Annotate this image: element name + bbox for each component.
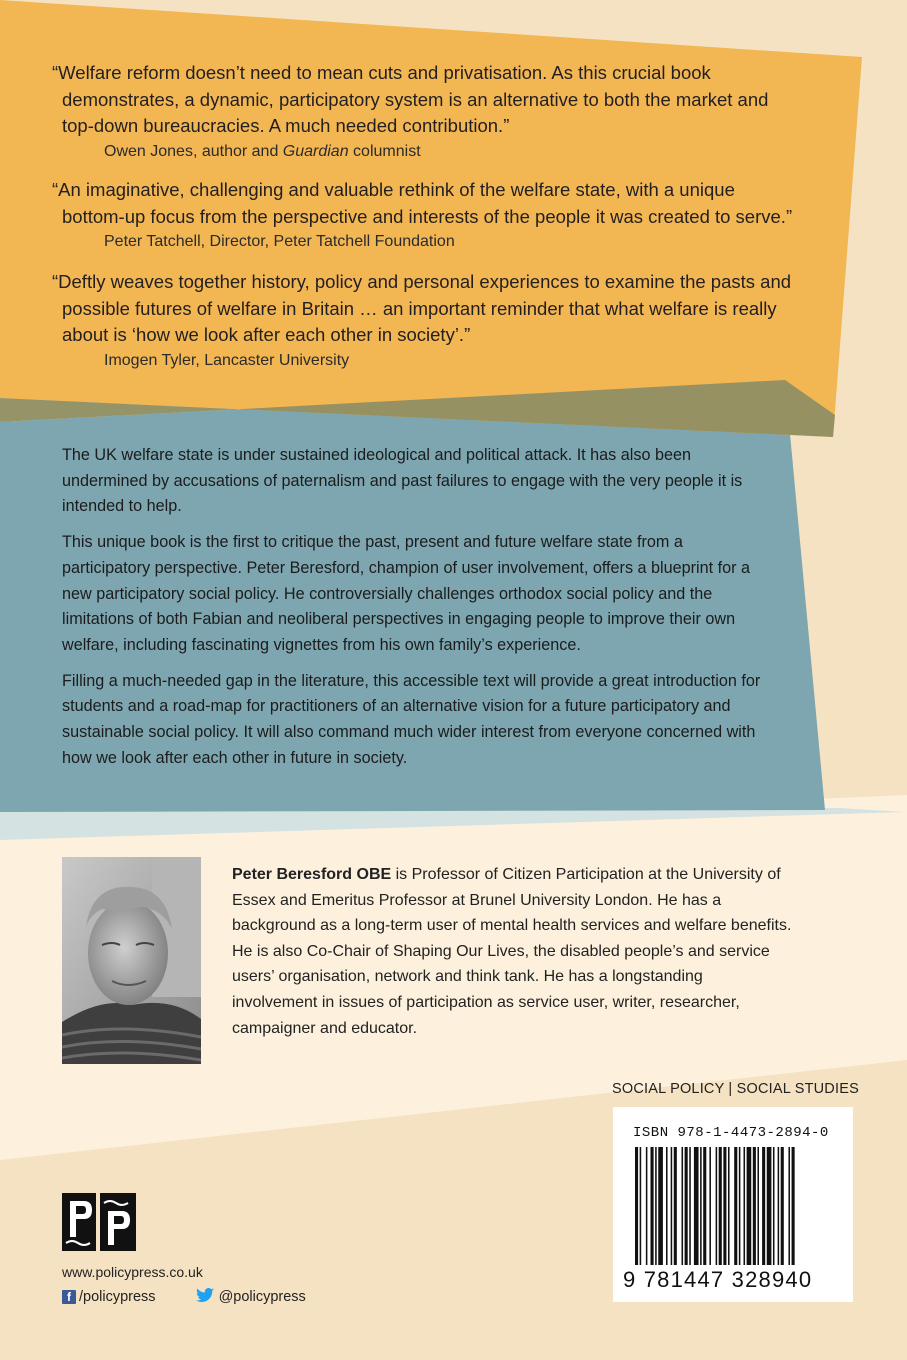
barcode-bar xyxy=(635,1147,638,1265)
quote-text: “An imaginative, challenging and valuable rethink of the welfare state, with a unique bottom-up focus from the perspective and interests of the people it was created to serve.” xyxy=(52,179,793,227)
barcode-bar xyxy=(716,1147,718,1265)
twitter-handle[interactable]: @policypress xyxy=(218,1289,306,1305)
barcode-bar xyxy=(689,1147,691,1265)
barcode-bar xyxy=(734,1147,737,1265)
quote-attribution: Imogen Tyler, Lancaster University xyxy=(104,351,350,369)
barcode-bar xyxy=(685,1147,688,1265)
quote-peter-tatchell xyxy=(52,177,802,253)
barcode-bar xyxy=(757,1147,759,1265)
attribution-name: Owen Jones, author and xyxy=(104,142,283,160)
isbn-digits: 9 781447 328940 xyxy=(623,1267,813,1292)
quote-attribution xyxy=(52,141,802,163)
twitter-icon xyxy=(196,1288,214,1306)
barcode-bar xyxy=(762,1147,765,1265)
quote-owen-jones xyxy=(52,60,802,163)
barcode-bar xyxy=(719,1147,722,1265)
barcode-bar xyxy=(666,1147,668,1265)
barcode-bar xyxy=(671,1147,673,1265)
barcode-bar xyxy=(694,1147,699,1265)
barcode-bar xyxy=(778,1147,780,1265)
barcode-bar xyxy=(646,1147,648,1265)
barcode-bar xyxy=(767,1147,772,1265)
quote-text: “Welfare reform doesn’t need to mean cuts and privatisation. As this crucial book demonstrates, a dynamic, participatory system is an alternative to both the market and top-down bureaucracies. A much needed contribution.” xyxy=(52,62,769,136)
barcode-bar xyxy=(658,1147,663,1265)
isbn-label: ISBN 978-1-4473-2894-0 xyxy=(633,1125,829,1141)
barcode-bar xyxy=(747,1147,752,1265)
blurb-paragraph: This unique book is the first to critique the past, present and future welfare state from a participatory perspective. Peter Beresford, champion of user involvement, offers a blueprint for a new participatory social policy. He controversially challenges orthodox social policy and the limitations of both Fabian and neoliberal perspectives in engaging people to improve their own welfare, including fascinating vignettes from his own family’s experience. xyxy=(62,533,751,654)
author-photo xyxy=(62,857,201,1064)
barcode-bar xyxy=(792,1147,795,1265)
attribution-publication: Guardian xyxy=(282,142,349,160)
policy-press-logo xyxy=(62,1193,136,1251)
barcode-bar xyxy=(788,1147,790,1265)
subject-categories: SOCIAL POLICY | SOCIAL STUDIES xyxy=(612,1081,859,1097)
quote-text: “Deftly weaves together history, policy and personal experiences to examine the pasts and possible futures of welfare in Britain … an important reminder that what welfare is really about is ‘how we look after each other in society’.” xyxy=(52,271,792,345)
blurb-paragraph: Filling a much-needed gap in the literature, this accessible text will provide a great introduction for students and a road-map for practitioners of an alternative vision for a future participatory and sustainable social policy. It will also command much wider interest from everyone concerned with how we look after each other in future in society. xyxy=(62,671,761,767)
barcode-bar xyxy=(739,1147,741,1265)
barcode-bars xyxy=(635,1147,845,1269)
author-bio-text: is Professor of Citizen Participation at the University of Essex and Emeritus Professor at Brunel University London. He has a background as a long-term user of mental health services and welfare benefits. He is also Co-Chair of Shaping Our Lives, the disabled people’s and service users’ organisation, network and think tank. He has a longstanding involvement in issues of participation as service user, writer, researcher, campaigner and educator. xyxy=(232,866,792,1037)
barcode-bar xyxy=(703,1147,706,1265)
barcode-bar xyxy=(640,1147,642,1265)
barcode-bar xyxy=(700,1147,702,1265)
barcode-bar xyxy=(773,1147,775,1265)
publisher-website[interactable]: www.policypress.co.uk xyxy=(62,1264,203,1280)
barcode-bar xyxy=(781,1147,784,1265)
facebook-icon: f xyxy=(62,1290,76,1304)
blurb-paragraph: The UK welfare state is under sustained ideological and political attack. It has also been undermined by accusations of paternalism and past failures to engage with the very people it is intended to help. xyxy=(62,446,743,516)
quote-imogen-tyler xyxy=(52,269,802,372)
author-bio xyxy=(232,862,792,1041)
facebook-handle[interactable]: /policypress xyxy=(79,1289,156,1305)
barcode-bar xyxy=(655,1147,657,1265)
attribution-role: columnist xyxy=(348,142,421,160)
quote-attribution: Peter Tatchell, Director, Peter Tatchell Foundation xyxy=(104,233,455,250)
barcode-bar xyxy=(728,1147,730,1265)
publisher-social xyxy=(62,1288,306,1306)
book-blurb xyxy=(62,443,762,781)
isbn-barcode xyxy=(613,1107,853,1302)
barcode-bar xyxy=(753,1147,756,1265)
barcode-bar xyxy=(723,1147,726,1265)
barcode-bar xyxy=(744,1147,746,1265)
barcode-bar xyxy=(709,1147,711,1265)
author-name: Peter Beresford OBE xyxy=(232,866,392,883)
barcode-bar xyxy=(674,1147,677,1265)
barcode-bar xyxy=(651,1147,654,1265)
barcode-bar xyxy=(682,1147,684,1265)
